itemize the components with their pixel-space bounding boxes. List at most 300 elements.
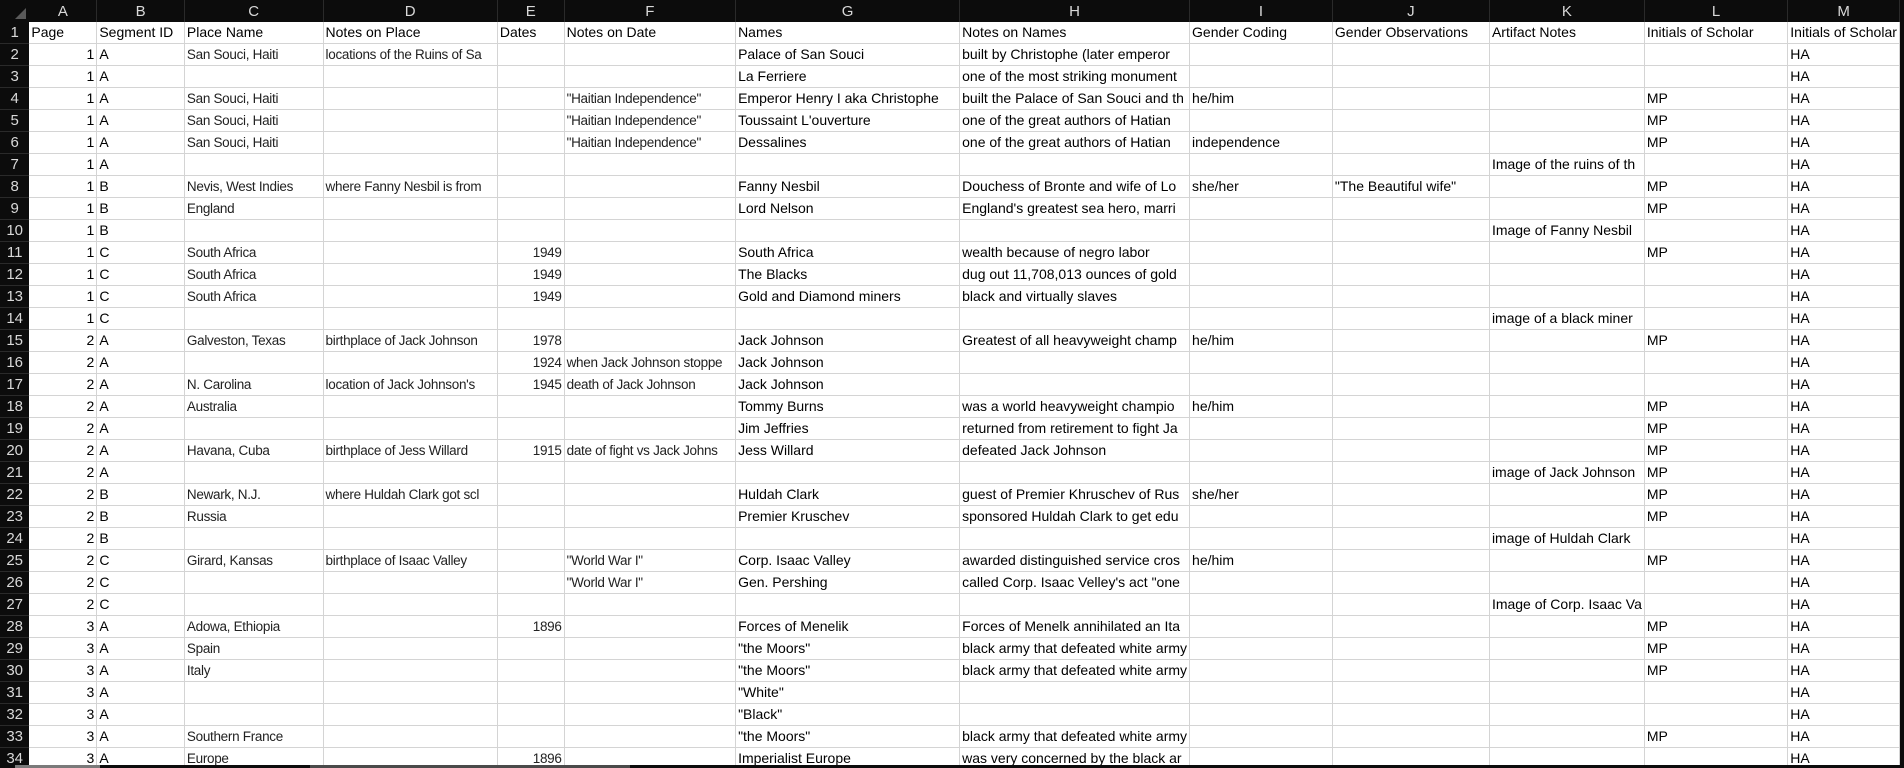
cell-k[interactable]	[1489, 704, 1644, 726]
cell-e[interactable]	[497, 220, 564, 242]
cell-h[interactable]: sponsored Huldah Clark to get edu	[960, 506, 1190, 528]
row-number[interactable]: 33	[0, 726, 29, 748]
cell-f[interactable]	[564, 220, 735, 242]
cell-c[interactable]: Girard, Kansas	[184, 550, 323, 572]
cell-g[interactable]: Forces of Menelik	[736, 616, 960, 638]
cell-j[interactable]	[1332, 44, 1489, 66]
cell-j[interactable]	[1332, 462, 1489, 484]
cell-e[interactable]	[497, 176, 564, 198]
cell-c[interactable]: South Africa	[184, 242, 323, 264]
cell-i[interactable]	[1190, 660, 1333, 682]
cell-a[interactable]: 2	[29, 462, 96, 484]
cell-k[interactable]	[1489, 374, 1644, 396]
cell-c[interactable]: San Souci, Haiti	[184, 132, 323, 154]
cell-b[interactable]: A	[97, 682, 185, 704]
cell-m[interactable]: HA	[1788, 748, 1900, 766]
column-header-k[interactable]: K	[1489, 0, 1644, 22]
cell-f[interactable]	[564, 660, 735, 682]
cell-g[interactable]: Palace of San Souci	[736, 44, 960, 66]
cell-b[interactable]: C	[97, 308, 185, 330]
row-number[interactable]: 9	[0, 198, 29, 220]
cell-c[interactable]: Europe	[184, 748, 323, 766]
cell-k[interactable]	[1489, 484, 1644, 506]
cell-f[interactable]: "Haitian Independence"	[564, 88, 735, 110]
cell-b[interactable]: C	[97, 286, 185, 308]
cell-a[interactable]: 3	[29, 748, 96, 766]
cell-e[interactable]: 1945	[497, 374, 564, 396]
row-number[interactable]: 8	[0, 176, 29, 198]
cell-a[interactable]: 1	[29, 220, 96, 242]
cell-e[interactable]	[497, 88, 564, 110]
cell-e[interactable]	[497, 594, 564, 616]
cell-j[interactable]	[1332, 66, 1489, 88]
cell-m[interactable]: HA	[1788, 220, 1900, 242]
column-header-a[interactable]: A	[29, 0, 96, 22]
cell-g[interactable]: Emperor Henry I aka Christophe	[736, 88, 960, 110]
cell-b[interactable]: C	[97, 242, 185, 264]
cell-j[interactable]	[1332, 110, 1489, 132]
cell-c[interactable]: San Souci, Haiti	[184, 110, 323, 132]
cell-f[interactable]	[564, 286, 735, 308]
cell-a[interactable]: 2	[29, 396, 96, 418]
cell-a[interactable]: 1	[29, 242, 96, 264]
cell-f[interactable]	[564, 154, 735, 176]
cell-i[interactable]	[1190, 462, 1333, 484]
row-number[interactable]: 20	[0, 440, 29, 462]
cell-c[interactable]: N. Carolina	[184, 374, 323, 396]
row-number[interactable]: 34	[0, 748, 29, 766]
cell-b[interactable]: A	[97, 704, 185, 726]
cell-e[interactable]: 1915	[497, 440, 564, 462]
cell-e[interactable]	[497, 682, 564, 704]
cell-m[interactable]: HA	[1788, 484, 1900, 506]
cell-e[interactable]	[497, 132, 564, 154]
cell-f[interactable]	[564, 484, 735, 506]
cell-a[interactable]: 2	[29, 440, 96, 462]
row-number[interactable]: 14	[0, 308, 29, 330]
cell-i[interactable]	[1190, 594, 1333, 616]
cell-l[interactable]: MP	[1644, 616, 1787, 638]
cell-e[interactable]: 1896	[497, 748, 564, 766]
row-number[interactable]: 10	[0, 220, 29, 242]
cell-k[interactable]: Image of Corp. Isaac Va	[1489, 594, 1644, 616]
cell-l[interactable]: MP	[1644, 440, 1787, 462]
cell-c[interactable]	[184, 308, 323, 330]
cell-a[interactable]: 3	[29, 660, 96, 682]
cell-h[interactable]: built the Palace of San Souci and th	[960, 88, 1190, 110]
cell-k[interactable]	[1489, 572, 1644, 594]
cell-b[interactable]: A	[97, 132, 185, 154]
cell-a[interactable]: 1	[29, 110, 96, 132]
cell-h[interactable]: Douchess of Bronte and wife of Lo	[960, 176, 1190, 198]
cell-b[interactable]: C	[97, 264, 185, 286]
row-number[interactable]: 16	[0, 352, 29, 374]
cell-g[interactable]: Dessalines	[736, 132, 960, 154]
cell-f[interactable]: "World War I"	[564, 572, 735, 594]
cell-b[interactable]: C	[97, 594, 185, 616]
cell-m[interactable]: HA	[1788, 418, 1900, 440]
cell-g[interactable]	[736, 220, 960, 242]
cell-k[interactable]	[1489, 352, 1644, 374]
cell-g[interactable]: Jess Willard	[736, 440, 960, 462]
cell-l[interactable]: MP	[1644, 88, 1787, 110]
cell-h[interactable]: wealth because of negro labor	[960, 242, 1190, 264]
column-header-b[interactable]: B	[97, 0, 185, 22]
cell-c[interactable]	[184, 594, 323, 616]
cell-g[interactable]	[736, 528, 960, 550]
cell-j[interactable]	[1332, 528, 1489, 550]
cell-k[interactable]: image of a black miner	[1489, 308, 1644, 330]
cell-a[interactable]: 3	[29, 704, 96, 726]
cell-g[interactable]: "the Moors"	[736, 726, 960, 748]
cell-d[interactable]: locations of the Ruins of Sa	[323, 44, 497, 66]
cell-b[interactable]: A	[97, 418, 185, 440]
cell-m[interactable]: HA	[1788, 638, 1900, 660]
cell-f[interactable]: "World War I"	[564, 550, 735, 572]
cell-b[interactable]: A	[97, 440, 185, 462]
cell-j[interactable]	[1332, 220, 1489, 242]
cell-g[interactable]: Gen. Pershing	[736, 572, 960, 594]
cell-f[interactable]	[564, 44, 735, 66]
cell-i[interactable]: she/her	[1190, 484, 1333, 506]
cell-h[interactable]: black army that defeated white army	[960, 638, 1190, 660]
cell-e[interactable]	[497, 462, 564, 484]
cell-m[interactable]: HA	[1788, 396, 1900, 418]
column-header-g[interactable]: G	[736, 0, 960, 22]
cell-e[interactable]	[497, 660, 564, 682]
cell-f[interactable]	[564, 198, 735, 220]
cell-c[interactable]	[184, 704, 323, 726]
cell-l[interactable]: MP	[1644, 726, 1787, 748]
cell-b[interactable]: B	[97, 176, 185, 198]
row-number[interactable]: 3	[0, 66, 29, 88]
cell-e[interactable]	[497, 550, 564, 572]
cell-c[interactable]	[184, 220, 323, 242]
cell-e[interactable]	[497, 66, 564, 88]
cell-k[interactable]	[1489, 638, 1644, 660]
row-number-1[interactable]: 1	[0, 22, 29, 44]
cell-c[interactable]: Adowa, Ethiopia	[184, 616, 323, 638]
cell-d[interactable]	[323, 220, 497, 242]
cell-j[interactable]	[1332, 418, 1489, 440]
cell-i[interactable]	[1190, 264, 1333, 286]
row-number[interactable]: 6	[0, 132, 29, 154]
cell-l[interactable]: MP	[1644, 638, 1787, 660]
cell-m[interactable]: HA	[1788, 440, 1900, 462]
cell-m[interactable]: HA	[1788, 44, 1900, 66]
row-number[interactable]: 25	[0, 550, 29, 572]
cell-m[interactable]: HA	[1788, 264, 1900, 286]
cell-b[interactable]: A	[97, 154, 185, 176]
cell-k[interactable]	[1489, 550, 1644, 572]
cell-h[interactable]	[960, 462, 1190, 484]
cell-i[interactable]	[1190, 352, 1333, 374]
cell-f[interactable]	[564, 396, 735, 418]
cell-j[interactable]	[1332, 484, 1489, 506]
row-number[interactable]: 26	[0, 572, 29, 594]
cell-i[interactable]	[1190, 110, 1333, 132]
row-number[interactable]: 19	[0, 418, 29, 440]
cell-d[interactable]	[323, 264, 497, 286]
header-cell-j[interactable]: Gender Observations	[1332, 22, 1489, 44]
cell-a[interactable]: 2	[29, 374, 96, 396]
header-cell-a[interactable]: Page	[29, 22, 96, 44]
cell-h[interactable]: called Corp. Isaac Velley's act "one	[960, 572, 1190, 594]
row-number[interactable]: 23	[0, 506, 29, 528]
cell-i[interactable]	[1190, 506, 1333, 528]
cell-h[interactable]	[960, 154, 1190, 176]
row-number[interactable]: 22	[0, 484, 29, 506]
cell-k[interactable]	[1489, 44, 1644, 66]
row-number[interactable]: 21	[0, 462, 29, 484]
cell-k[interactable]: image of Jack Johnson	[1489, 462, 1644, 484]
header-cell-h[interactable]: Notes on Names	[960, 22, 1190, 44]
cell-c[interactable]	[184, 154, 323, 176]
cell-c[interactable]	[184, 352, 323, 374]
cell-i[interactable]: he/him	[1190, 88, 1333, 110]
cell-c[interactable]: Italy	[184, 660, 323, 682]
cell-d[interactable]	[323, 308, 497, 330]
cell-k[interactable]	[1489, 110, 1644, 132]
cell-m[interactable]: HA	[1788, 506, 1900, 528]
cell-c[interactable]: Nevis, West Indies	[184, 176, 323, 198]
cell-j[interactable]: "The Beautiful wife"	[1332, 176, 1489, 198]
cell-m[interactable]: HA	[1788, 374, 1900, 396]
row-number[interactable]: 29	[0, 638, 29, 660]
cell-j[interactable]	[1332, 704, 1489, 726]
cell-f[interactable]	[564, 616, 735, 638]
cell-e[interactable]: 1978	[497, 330, 564, 352]
cell-j[interactable]	[1332, 198, 1489, 220]
cell-l[interactable]	[1644, 748, 1787, 766]
cell-m[interactable]: HA	[1788, 330, 1900, 352]
cell-i[interactable]	[1190, 44, 1333, 66]
cell-k[interactable]	[1489, 418, 1644, 440]
cell-c[interactable]: South Africa	[184, 264, 323, 286]
cell-l[interactable]	[1644, 352, 1787, 374]
cell-j[interactable]	[1332, 154, 1489, 176]
cell-c[interactable]: Galveston, Texas	[184, 330, 323, 352]
cell-m[interactable]: HA	[1788, 572, 1900, 594]
cell-l[interactable]	[1644, 682, 1787, 704]
cell-h[interactable]	[960, 528, 1190, 550]
cell-m[interactable]: HA	[1788, 88, 1900, 110]
cell-l[interactable]: MP	[1644, 396, 1787, 418]
cell-d[interactable]	[323, 682, 497, 704]
cell-i[interactable]: she/her	[1190, 176, 1333, 198]
cell-b[interactable]: A	[97, 726, 185, 748]
column-header-d[interactable]: D	[323, 0, 497, 22]
cell-g[interactable]	[736, 594, 960, 616]
cell-l[interactable]: MP	[1644, 418, 1787, 440]
cell-b[interactable]: A	[97, 638, 185, 660]
cell-d[interactable]	[323, 132, 497, 154]
cell-c[interactable]	[184, 682, 323, 704]
cell-c[interactable]	[184, 418, 323, 440]
cell-f[interactable]	[564, 704, 735, 726]
cell-i[interactable]	[1190, 616, 1333, 638]
header-cell-m[interactable]: Initials of Scholar	[1788, 22, 1900, 44]
cell-k[interactable]	[1489, 88, 1644, 110]
column-header-h[interactable]: H	[960, 0, 1190, 22]
cell-m[interactable]: HA	[1788, 594, 1900, 616]
cell-c[interactable]	[184, 572, 323, 594]
header-cell-g[interactable]: Names	[736, 22, 960, 44]
cell-k[interactable]	[1489, 264, 1644, 286]
cell-c[interactable]	[184, 462, 323, 484]
cell-c[interactable]: England	[184, 198, 323, 220]
cell-d[interactable]	[323, 242, 497, 264]
cell-i[interactable]	[1190, 308, 1333, 330]
cell-a[interactable]: 3	[29, 638, 96, 660]
cell-b[interactable]: B	[97, 506, 185, 528]
column-header-m[interactable]: M	[1788, 0, 1900, 22]
cell-f[interactable]	[564, 594, 735, 616]
column-header-l[interactable]: L	[1644, 0, 1787, 22]
cell-b[interactable]: A	[97, 374, 185, 396]
cell-b[interactable]: A	[97, 44, 185, 66]
cell-a[interactable]: 3	[29, 726, 96, 748]
cell-h[interactable]: black and virtually slaves	[960, 286, 1190, 308]
cell-b[interactable]: A	[97, 110, 185, 132]
cell-e[interactable]	[497, 154, 564, 176]
cell-a[interactable]: 1	[29, 44, 96, 66]
cell-h[interactable]	[960, 704, 1190, 726]
cell-l[interactable]	[1644, 704, 1787, 726]
cell-e[interactable]: 1949	[497, 242, 564, 264]
cell-g[interactable]: Huldah Clark	[736, 484, 960, 506]
cell-b[interactable]: A	[97, 330, 185, 352]
cell-b[interactable]: A	[97, 66, 185, 88]
cell-k[interactable]: Image of Fanny Nesbil	[1489, 220, 1644, 242]
cell-d[interactable]: location of Jack Johnson's	[323, 374, 497, 396]
cell-k[interactable]	[1489, 726, 1644, 748]
cell-h[interactable]: one of the most striking monument	[960, 66, 1190, 88]
column-header-j[interactable]: J	[1332, 0, 1489, 22]
cell-h[interactable]: awarded distinguished service cros	[960, 550, 1190, 572]
cell-j[interactable]	[1332, 572, 1489, 594]
cell-h[interactable]: black army that defeated white army	[960, 660, 1190, 682]
cell-j[interactable]	[1332, 440, 1489, 462]
column-header-c[interactable]: C	[184, 0, 323, 22]
cell-b[interactable]: A	[97, 352, 185, 374]
cell-l[interactable]	[1644, 154, 1787, 176]
cell-j[interactable]	[1332, 308, 1489, 330]
cell-e[interactable]	[497, 572, 564, 594]
cell-i[interactable]: he/him	[1190, 396, 1333, 418]
cell-i[interactable]: independence	[1190, 132, 1333, 154]
row-number[interactable]: 17	[0, 374, 29, 396]
cell-h[interactable]: Greatest of all heavyweight champ	[960, 330, 1190, 352]
cell-l[interactable]: MP	[1644, 242, 1787, 264]
cell-j[interactable]	[1332, 616, 1489, 638]
cell-k[interactable]	[1489, 242, 1644, 264]
cell-b[interactable]: A	[97, 462, 185, 484]
cell-g[interactable]	[736, 308, 960, 330]
cell-a[interactable]: 3	[29, 616, 96, 638]
cell-d[interactable]: where Huldah Clark got scl	[323, 484, 497, 506]
cell-e[interactable]: 1896	[497, 616, 564, 638]
cell-f[interactable]: date of fight vs Jack Johns	[564, 440, 735, 462]
cell-h[interactable]: was very concerned by the black ar	[960, 748, 1190, 766]
cell-j[interactable]	[1332, 396, 1489, 418]
cell-h[interactable]	[960, 220, 1190, 242]
cell-d[interactable]	[323, 572, 497, 594]
cell-l[interactable]	[1644, 594, 1787, 616]
cell-a[interactable]: 1	[29, 132, 96, 154]
cell-j[interactable]	[1332, 594, 1489, 616]
cell-i[interactable]	[1190, 638, 1333, 660]
cell-j[interactable]	[1332, 660, 1489, 682]
cell-l[interactable]: MP	[1644, 484, 1787, 506]
cell-m[interactable]: HA	[1788, 176, 1900, 198]
cell-f[interactable]	[564, 726, 735, 748]
cell-d[interactable]	[323, 638, 497, 660]
cell-l[interactable]: MP	[1644, 132, 1787, 154]
cell-g[interactable]: Gold and Diamond miners	[736, 286, 960, 308]
cell-h[interactable]: guest of Premier Khruschev of Rus	[960, 484, 1190, 506]
cell-i[interactable]	[1190, 286, 1333, 308]
cell-k[interactable]	[1489, 660, 1644, 682]
cell-j[interactable]	[1332, 506, 1489, 528]
cell-c[interactable]: Newark, N.J.	[184, 484, 323, 506]
cell-m[interactable]: HA	[1788, 132, 1900, 154]
row-number[interactable]: 27	[0, 594, 29, 616]
row-number[interactable]: 12	[0, 264, 29, 286]
cell-d[interactable]: birthplace of Isaac Valley	[323, 550, 497, 572]
cell-g[interactable]: "White"	[736, 682, 960, 704]
cell-j[interactable]	[1332, 330, 1489, 352]
cell-l[interactable]	[1644, 286, 1787, 308]
cell-g[interactable]: Tommy Burns	[736, 396, 960, 418]
cell-k[interactable]: Image of the ruins of th	[1489, 154, 1644, 176]
cell-h[interactable]: built by Christophe (later emperor	[960, 44, 1190, 66]
cell-d[interactable]	[323, 506, 497, 528]
cell-b[interactable]: C	[97, 572, 185, 594]
cell-i[interactable]	[1190, 220, 1333, 242]
cell-f[interactable]	[564, 176, 735, 198]
cell-b[interactable]: A	[97, 748, 185, 766]
cell-h[interactable]: dug out 11,708,013 ounces of gold	[960, 264, 1190, 286]
cell-h[interactable]: black army that defeated white army	[960, 726, 1190, 748]
cell-m[interactable]: HA	[1788, 462, 1900, 484]
cell-h[interactable]: was a world heavyweight champio	[960, 396, 1190, 418]
cell-k[interactable]	[1489, 132, 1644, 154]
cell-k[interactable]	[1489, 506, 1644, 528]
cell-i[interactable]	[1190, 748, 1333, 766]
cell-h[interactable]: England's greatest sea hero, marri	[960, 198, 1190, 220]
cell-l[interactable]	[1644, 374, 1787, 396]
cell-d[interactable]	[323, 286, 497, 308]
cell-l[interactable]: MP	[1644, 550, 1787, 572]
cell-m[interactable]: HA	[1788, 154, 1900, 176]
row-number[interactable]: 32	[0, 704, 29, 726]
cell-m[interactable]: HA	[1788, 726, 1900, 748]
cell-m[interactable]: HA	[1788, 286, 1900, 308]
cell-l[interactable]	[1644, 44, 1787, 66]
cell-m[interactable]: HA	[1788, 242, 1900, 264]
cell-k[interactable]	[1489, 286, 1644, 308]
cell-g[interactable]: "the Moors"	[736, 660, 960, 682]
cell-a[interactable]: 1	[29, 66, 96, 88]
cell-h[interactable]: Forces of Menelk annihilated an Ita	[960, 616, 1190, 638]
cell-l[interactable]: MP	[1644, 176, 1787, 198]
cell-f[interactable]	[564, 506, 735, 528]
cell-e[interactable]	[497, 638, 564, 660]
cell-d[interactable]: where Fanny Nesbil is from	[323, 176, 497, 198]
cell-h[interactable]	[960, 352, 1190, 374]
cell-m[interactable]: HA	[1788, 66, 1900, 88]
